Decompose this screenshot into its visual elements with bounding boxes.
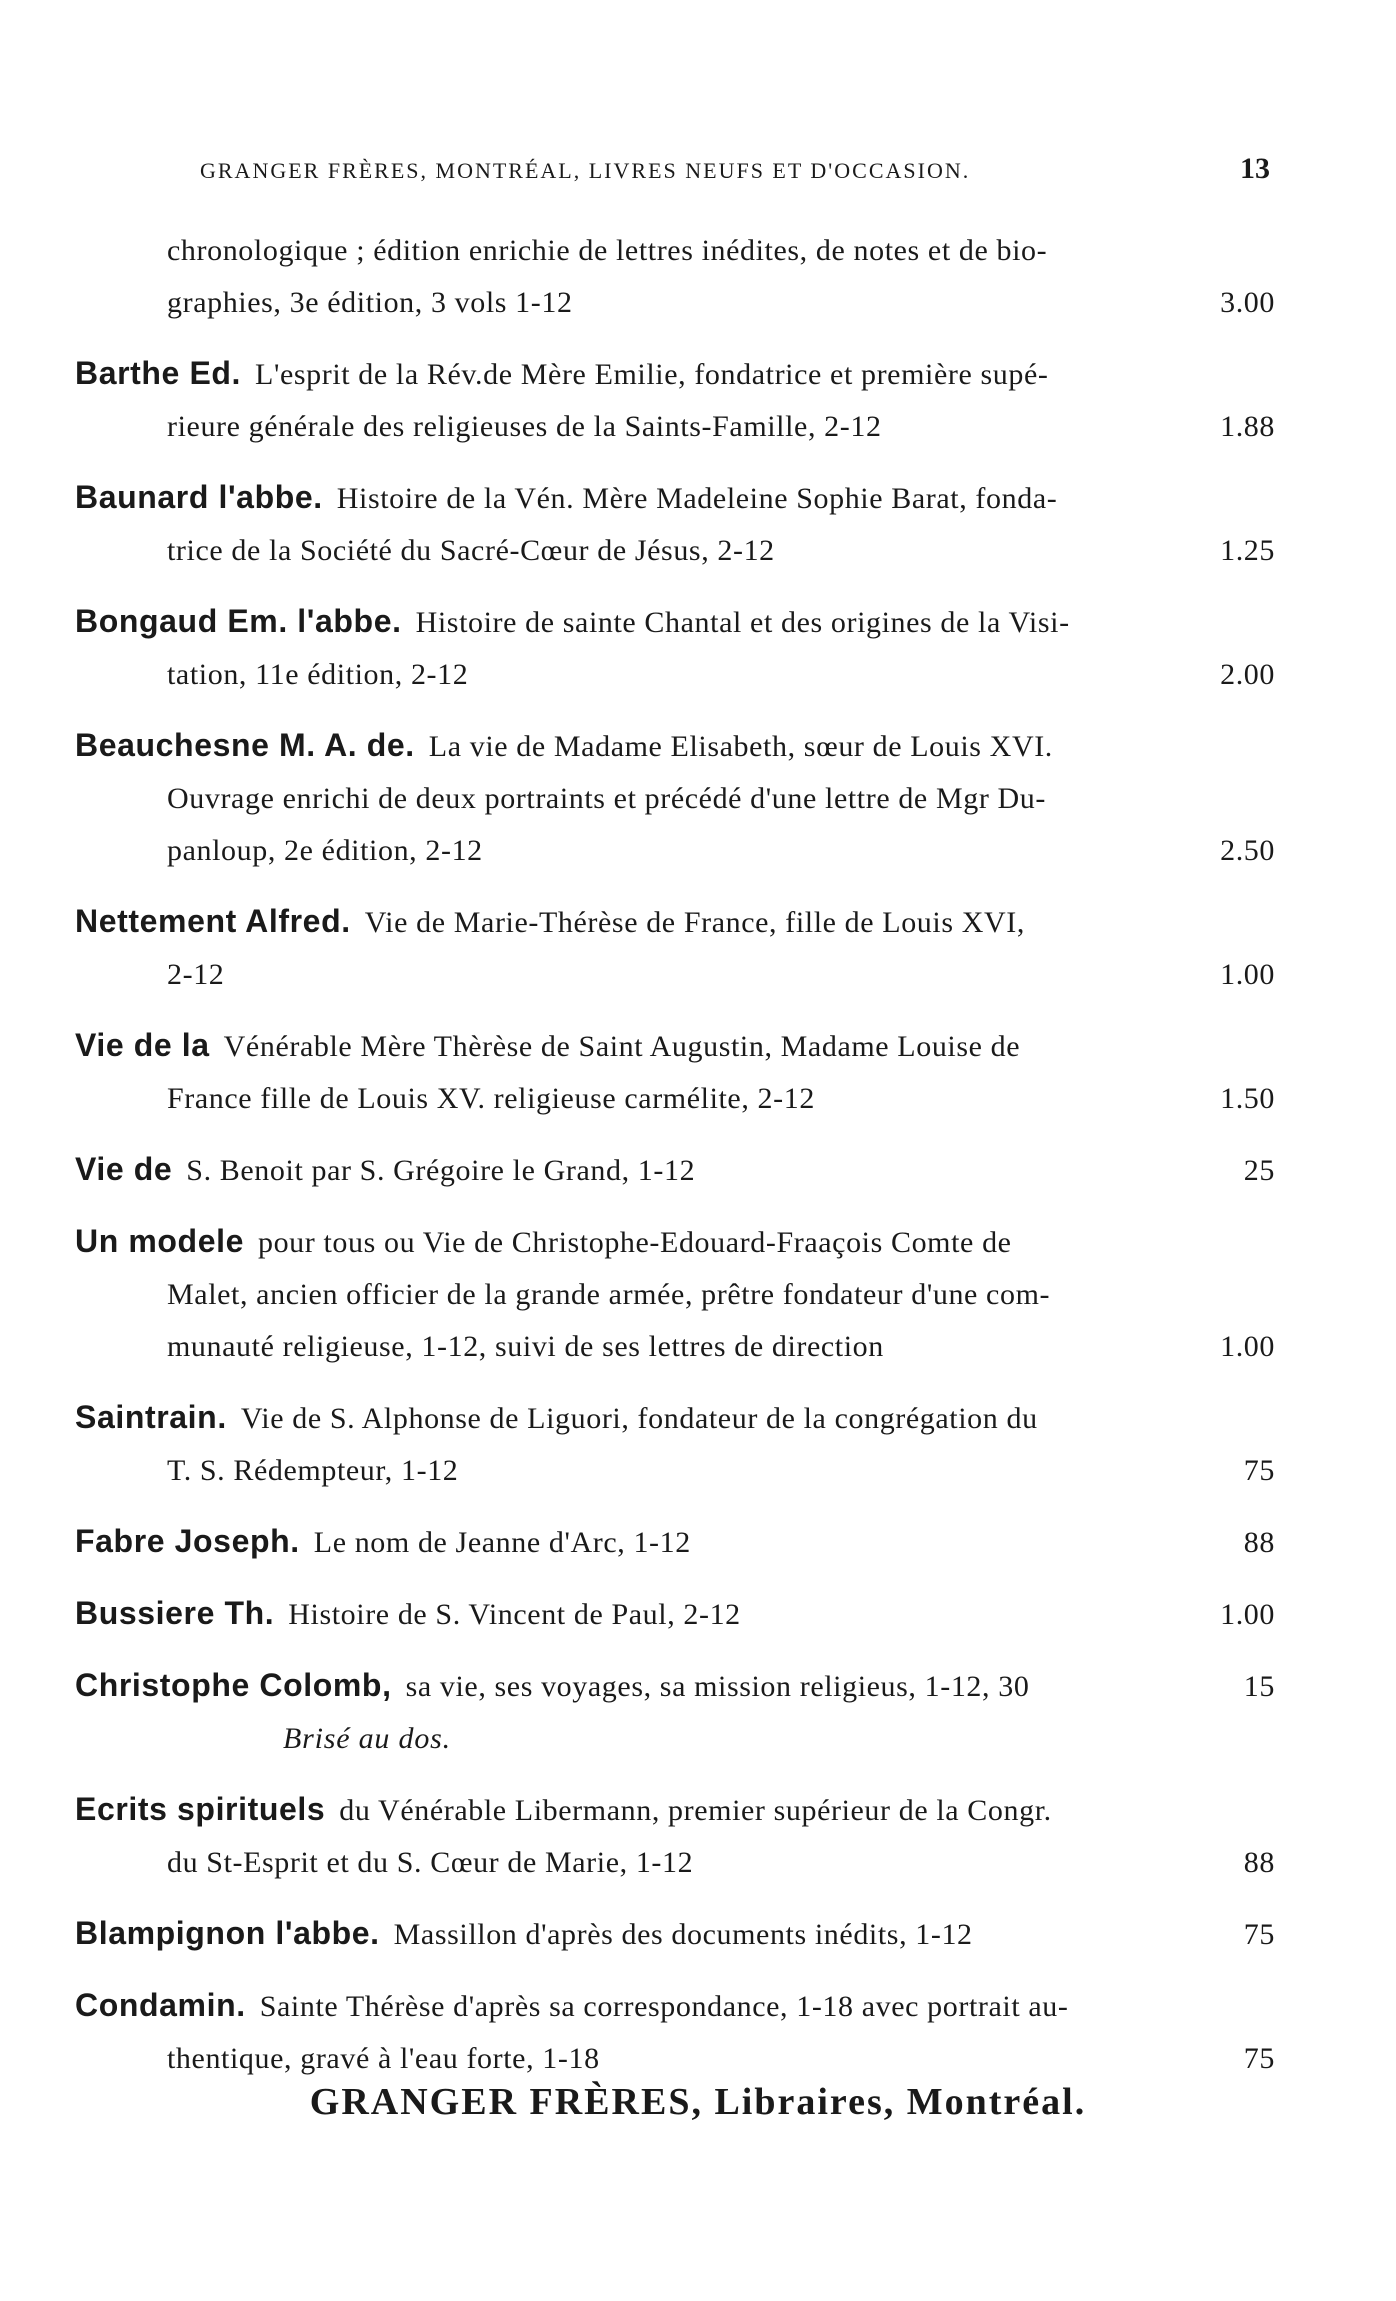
- entry-price: 3.00: [1220, 286, 1275, 319]
- entry-text: Malet, ancien officier de la grande armée, prêtre fondateur d'une com-: [167, 1278, 1051, 1311]
- entry-price: 88: [1243, 1526, 1275, 1559]
- entry-text: sa vie, ses voyages, sa mission religieus, 1-12, 30: [405, 1670, 1030, 1703]
- entry-line: [75, 225, 1275, 277]
- entry-text: chronologique ; édition enrichie de lettres inédites, de notes et de bio-: [167, 234, 1048, 267]
- entry-text: munauté religieuse, 1-12, suivi de ses lettres de direction: [167, 1330, 884, 1363]
- catalog-entry: [75, 471, 1275, 577]
- catalog-entry: [75, 719, 1275, 877]
- entry-author: Vie de la: [75, 1027, 210, 1063]
- entry-text: S. Benoit par S. Grégoire le Grand, 1-12: [186, 1154, 696, 1187]
- entry-text: La vie de Madame Elisabeth, sœur de Louis XVI.: [428, 730, 1053, 763]
- entry-text: rieure générale des religieuses de la Saints-Famille, 2-12: [167, 410, 882, 443]
- entry-line: [75, 649, 1275, 701]
- catalog-entry: [75, 1659, 1275, 1765]
- entry-line: [75, 1587, 1275, 1641]
- entry-text: France fille de Louis XV. religieuse carmélite, 2-12: [167, 1082, 815, 1115]
- header-title: GRANGER FRÈRES, MONTRÉAL, LIVRES NEUFS ET D'OCCASION.: [200, 158, 971, 183]
- entry-author: Nettement Alfred.: [75, 903, 351, 939]
- entry-price: 15: [1243, 1670, 1275, 1703]
- entry-text: T. S. Rédempteur, 1-12: [167, 1454, 459, 1487]
- entry-author: Saintrain.: [75, 1399, 227, 1435]
- entry-text: thentique, gravé à l'eau forte, 1-18: [167, 2042, 600, 2075]
- entry-text: L'esprit de la Rév.de Mère Emilie, fondatrice et première supé-: [255, 358, 1049, 391]
- entry-line: [75, 1073, 1275, 1125]
- catalog-entries: [75, 225, 1275, 2103]
- entry-text: panloup, 2e édition, 2-12: [167, 834, 483, 867]
- entry-line: [75, 1659, 1275, 1713]
- entry-line: [75, 471, 1275, 525]
- catalog-entry: [75, 1143, 1275, 1197]
- entry-line: [75, 1783, 1275, 1837]
- entry-text: tation, 11e édition, 2-12: [167, 658, 469, 691]
- entry-text: du Vénérable Libermann, premier supérieur de la Congr.: [339, 1794, 1052, 1827]
- entry-text: pour tous ou Vie de Christophe-Edouard-Fraaçois Comte de: [257, 1226, 1012, 1259]
- entry-line: [75, 949, 1275, 1001]
- entry-text: Vénérable Mère Thèrèse de Saint Augustin, Madame Louise de: [223, 1030, 1021, 1063]
- entry-line: [75, 525, 1275, 577]
- catalog-entry: [75, 895, 1275, 1001]
- entry-line: [75, 1269, 1275, 1321]
- entry-author: Christophe Colomb,: [75, 1667, 392, 1703]
- entry-note: Brisé au dos.: [283, 1722, 451, 1755]
- entry-author: Beauchesne M. A. de.: [75, 727, 415, 763]
- entry-line: [75, 1907, 1275, 1961]
- entry-author: Un modele: [75, 1223, 244, 1259]
- entry-author: Barthe Ed.: [75, 355, 242, 391]
- entry-price: 1.88: [1220, 410, 1275, 443]
- entry-line: [75, 401, 1275, 453]
- entry-line: [75, 719, 1275, 773]
- catalog-entry: [75, 1587, 1275, 1641]
- entry-line: [75, 1019, 1275, 1073]
- entry-line: [75, 1515, 1275, 1569]
- entry-line: [75, 1391, 1275, 1445]
- entry-author: Bongaud Em. l'abbe.: [75, 603, 402, 639]
- publisher-footer: GRANGER FRÈRES, Libraires, Montréal.: [309, 2081, 1087, 2123]
- entry-line: [75, 1215, 1275, 1269]
- entry-price: 88: [1243, 1846, 1275, 1879]
- entry-text: trice de la Société du Sacré-Cœur de Jésus, 2-12: [167, 534, 775, 567]
- entry-line: [75, 1143, 1275, 1197]
- entry-line: [75, 595, 1275, 649]
- entry-price: 1.00: [1220, 958, 1275, 991]
- entry-price: 1.50: [1220, 1082, 1275, 1115]
- entry-text: Histoire de S. Vincent de Paul, 2-12: [288, 1598, 741, 1631]
- entry-line: [75, 2033, 1275, 2085]
- entry-text: graphies, 3e édition, 3 vols 1-12: [167, 286, 573, 319]
- catalog-entry: [75, 1391, 1275, 1497]
- entry-author: Fabre Joseph.: [75, 1523, 300, 1559]
- entry-line: [75, 1445, 1275, 1497]
- entry-text: Le nom de Jeanne d'Arc, 1-12: [313, 1526, 691, 1559]
- entry-text: Massillon d'après des documents inédits, 1-12: [393, 1918, 973, 1951]
- entry-price: 25: [1243, 1154, 1275, 1187]
- entry-price: 1.00: [1220, 1330, 1275, 1363]
- running-header: [200, 152, 1270, 186]
- catalog-entry: [75, 1979, 1275, 2085]
- entry-author: Bussiere Th.: [75, 1595, 275, 1631]
- entry-line: [75, 1979, 1275, 2033]
- entry-author: Blampignon l'abbe.: [75, 1915, 380, 1951]
- entry-author: Vie de: [75, 1151, 173, 1187]
- entry-line: [75, 825, 1275, 877]
- entry-price: 2.00: [1220, 658, 1275, 691]
- entry-line: [75, 1837, 1275, 1889]
- entry-text: Histoire de la Vén. Mère Madeleine Sophie Barat, fonda-: [336, 482, 1058, 515]
- catalog-entry: [75, 1515, 1275, 1569]
- entry-author: Ecrits spirituels: [75, 1791, 326, 1827]
- entry-price: 75: [1243, 1918, 1275, 1951]
- entry-line: [75, 895, 1275, 949]
- entry-line: [75, 773, 1275, 825]
- catalog-entry: [75, 1215, 1275, 1373]
- entry-line: [75, 347, 1275, 401]
- entry-price: 75: [1243, 2042, 1275, 2075]
- entry-text: Vie de Marie-Thérèse de France, fille de Louis XVI,: [364, 906, 1025, 939]
- entry-price: 1.00: [1220, 1598, 1275, 1631]
- catalog-entry: [75, 1907, 1275, 1961]
- entry-line: [75, 277, 1275, 329]
- catalog-entry: [75, 347, 1275, 453]
- entry-text: du St-Esprit et du S. Cœur de Marie, 1-12: [167, 1846, 694, 1879]
- catalog-entry: [75, 225, 1275, 329]
- page-number: 13: [1240, 152, 1270, 185]
- entry-price: 1.25: [1220, 534, 1275, 567]
- catalog-entry: [75, 595, 1275, 701]
- entry-text: Vie de S. Alphonse de Liguori, fondateur de la congrégation du: [240, 1402, 1038, 1435]
- catalog-entry: [75, 1783, 1275, 1889]
- entry-text: Histoire de sainte Chantal et des origines de la Visi-: [415, 606, 1070, 639]
- entry-price: 2.50: [1220, 834, 1275, 867]
- catalog-entry: [75, 1019, 1275, 1125]
- entry-author: Baunard l'abbe.: [75, 479, 323, 515]
- entry-author: Condamin.: [75, 1987, 246, 2023]
- entry-text: Sainte Thérèse d'après sa correspondance, 1-18 avec portrait au-: [259, 1990, 1069, 2023]
- entry-text: Ouvrage enrichi de deux portraints et précédé d'une lettre de Mgr Du-: [167, 782, 1046, 815]
- entry-line: [75, 1321, 1275, 1373]
- entry-price: 75: [1243, 1454, 1275, 1487]
- entry-text: 2-12: [167, 958, 225, 991]
